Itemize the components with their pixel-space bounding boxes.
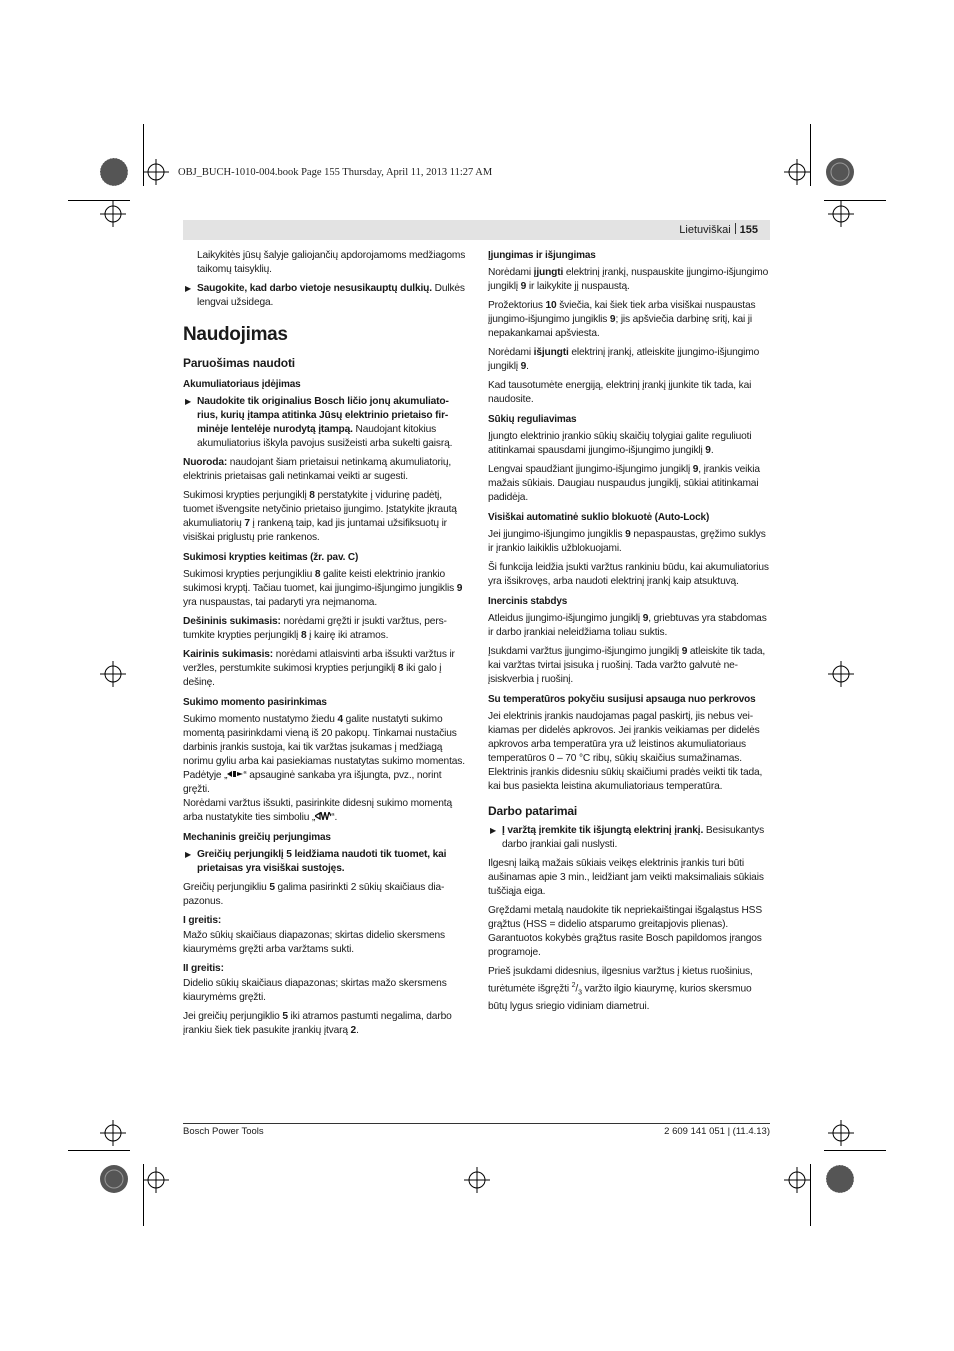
- text: , įrankis veikia mažais sūkiais. Daugiau nuspaudus jungiklį, sūkiai atitinkamai padidėja.: [488, 464, 760, 503]
- part-number: 9: [681, 646, 688, 657]
- subheading: Sūkių reguliavimas: [488, 414, 577, 425]
- bullet-arrow-icon: ▶: [185, 284, 192, 293]
- text: norėdami gręžti ir įsukti varžtus, perstumkite krypties perjungiklį: [183, 616, 447, 641]
- part-number: 8: [314, 569, 321, 580]
- paragraph: [488, 965, 771, 1014]
- bold-text: Saugokite, kad darbo vietoje nesusikauptų dulkių.: [197, 283, 432, 294]
- section-heading: Naudojimas: [183, 324, 288, 345]
- text: šviečia, kai šiek tiek arba visiškai nuspaustas įjungimo-išjungimo jungiklis: [488, 300, 756, 325]
- page-number: 155: [739, 224, 758, 236]
- paragraph: [183, 615, 466, 643]
- text: norėdami atlaisvinti arba išsukti varžtus ir veržles, perstumkite sukimosi krypties perjungiklį: [183, 649, 455, 674]
- crosshair-icon: [828, 661, 854, 687]
- paragraph: Gręždami metalą naudokite tik nepriekaištingai išgaląstus HSS grąžtus (HSS = didelio atsparumo greitapjovis plienas). Garantuotos kokybės grąžtus rasite Bosch papildomos įrangos programoje.: [488, 905, 762, 958]
- text: Prožektorius: [488, 300, 546, 311]
- drill-symbol-icon: [227, 770, 243, 778]
- text: Greičių perjungikliu: [183, 882, 270, 893]
- paragraph: [488, 528, 771, 556]
- text: “.: [331, 812, 338, 823]
- paragraph: Ši funkcija leidžia įsukti varžtus rankiniu būdu, kai akumuliatorius yra išsikrovęs, arba naudoti elektrinį įrankį kaip atsuktuvą.: [488, 562, 769, 587]
- paragraph: [183, 456, 466, 484]
- text: iki atramos pastumti negalima, darbo įrankiu šiek tiek pasukite įrankių įtvarą: [183, 1011, 452, 1036]
- paragraph: Ilgesnį laiką mažais sūkiais veikęs elektrinis įrankis turi būti aušinamas apie 3 min., leidžiant jam veikti maksimaliais sūkiais tuščiąja eiga.: [488, 858, 764, 897]
- gear-label: [183, 914, 466, 928]
- crosshair-icon: [143, 1167, 169, 1193]
- paragraph: [488, 266, 771, 294]
- part-number: 8: [300, 630, 307, 641]
- bullet-item: [488, 824, 771, 852]
- subheading: Su temperatūros pokyčiu susijusi apsauga nuo perkrovos: [488, 694, 756, 705]
- subheading: Akumuliatoriaus įdėjimas: [183, 379, 301, 390]
- text: į rankeną taip, kad jis juntamai užsifiksuotų ir visiškai priglustų prie rankenos.: [183, 518, 447, 543]
- text: Dulkės lengvai užsidega.: [197, 283, 465, 308]
- paragraph: [183, 648, 466, 690]
- paragraph: [183, 797, 466, 825]
- footer-left: Bosch Power Tools: [183, 1126, 264, 1137]
- part-number: 9: [705, 445, 711, 456]
- crosshair-icon: [100, 661, 126, 687]
- label: Dešininis sukimasis:: [183, 616, 281, 627]
- paragraph: [488, 346, 771, 374]
- left-column: [183, 249, 466, 1043]
- bold-text: įjungti: [533, 267, 564, 278]
- bullet-item: [183, 282, 466, 310]
- text: yra nuspaustas, tai padaryti yra neįmanoma.: [183, 597, 378, 608]
- text: perstatykite į vidurinę padėtį, tuomet išvengsite netyčinio prietaiso įjungimo. Įstatykite įkrautą akumuliatorių: [183, 490, 457, 529]
- paragraph: Laikykitės jūsų šalyje galiojančių apdorojamoms medžiagoms taikomų taisyklių.: [197, 250, 466, 275]
- text: Prieš įsukdami didesnius, ilgesnius varžtus į kietus ruošinius, turėtumėte išgręžti: [488, 966, 753, 995]
- part-number: 7: [244, 518, 250, 529]
- label: Nuoroda:: [183, 457, 228, 468]
- text: ; jis apšviečia darbinę sritį, kai ji nepakankamai apšviesta.: [488, 314, 753, 339]
- text: Norėdami: [488, 347, 534, 358]
- part-number: 2: [350, 1025, 357, 1036]
- text: .: [710, 445, 714, 456]
- registration-mark-icon: [824, 1163, 856, 1195]
- crop-mark: [810, 1164, 811, 1226]
- fraction-slash: /: [575, 983, 579, 995]
- text: .: [356, 1025, 359, 1036]
- paragraph: [183, 1010, 466, 1038]
- footer-rule: [183, 1123, 770, 1124]
- label: I greitis:: [183, 915, 222, 926]
- paragraph: Jei elektrinis įrankis naudojamas pagal paskirtį, jis nebus veikiamas per didelės apkrovos. Jei įrankis veikiamas per didelės apkrovos arba temperatūra yra už leistinos akumuliatoriaus temperatūros 0 – 70 °C ribų, sūkių skaičius sumažinamas. Elektrinis įrankis didesniu sūkių skaičiumi pradės veikti tik tada, kai bus pasiekta leistina akumuliatoriaus temperatūra.: [488, 711, 763, 792]
- part-number: 9: [520, 281, 527, 292]
- label: Kairinis sukimasis:: [183, 649, 274, 660]
- text: “ apsauginė sankaba yra išjungta, pvz., norint gręžti.: [183, 770, 442, 795]
- text: Jei greičių perjungiklio: [183, 1011, 283, 1022]
- header-text: [679, 223, 758, 236]
- bullet-arrow-icon: ▶: [185, 850, 192, 859]
- crosshair-icon: [464, 1167, 490, 1193]
- subheading: Inercinis stabdys: [488, 596, 568, 607]
- paragraph: [488, 463, 771, 505]
- part-number: 8: [309, 490, 315, 501]
- bold-text: Naudokite tik originalius Bosch ličio jonų akumuliatorius, kurių įtampa atitinka Jūsų elektrinio prietaiso firminėje lentelėje nurodytą įtampą.: [197, 396, 449, 435]
- paragraph: [488, 430, 771, 458]
- part-number: 8: [397, 663, 404, 674]
- bold-text: Greičių perjungiklį 5 leidžiama naudoti tik tuomet, kai prietaisas yra visiškai sustojęs.: [197, 849, 447, 874]
- text: elektrinį įrankį, atleiskite įjungimo-išjungimo jungiklį: [488, 347, 760, 372]
- bold-text: išjungti: [533, 347, 569, 358]
- text: elektrinį įrankį, nuspauskite įjungimo-išjungimo jungiklį: [488, 267, 769, 292]
- text: nepaspaustas, gręžimo suklys ir įrankio laikiklis užblokuojami.: [488, 529, 766, 554]
- paragraph: [488, 299, 771, 341]
- paragraph: Mažo sūkių skaičiaus diapazonas; skirtas didelio skersmens kiaurymėms gręžti arba varžtams sukti.: [183, 930, 445, 955]
- crop-mark: [810, 124, 811, 186]
- bullet-item: [183, 395, 466, 451]
- text: Atleidus įjungimo-išjungimo jungiklį: [488, 613, 643, 624]
- right-column: [488, 249, 771, 1019]
- text: Jei įjungimo-išjungimo jungiklis: [488, 529, 626, 540]
- paragraph: [183, 713, 466, 797]
- part-number: 9: [625, 529, 631, 540]
- crosshair-icon: [784, 159, 810, 185]
- paragraph: [183, 489, 466, 545]
- text: varžto ilgio kiaurymę, kurios skersmuo būtų lygus sriegio vidiniam diametrui.: [488, 983, 752, 1013]
- text: galima pasirinkti 2 sūkių skaičiaus diapazonus.: [183, 882, 445, 907]
- screw-symbol-icon: [315, 812, 331, 820]
- part-number: 5: [269, 882, 275, 893]
- paragraph: Kad tausotumėte energiją, elektrinį įrankį įjunkite tik tada, kai naudosite.: [488, 380, 752, 405]
- paragraph: [488, 645, 771, 687]
- registration-mark-icon: [98, 156, 130, 188]
- part-number: 10: [545, 300, 557, 311]
- paragraph: Didelio sūkių skaičiaus diapazonas; skirtas mažo skersmens kiaurymėms gręžti.: [183, 978, 447, 1003]
- text: Sukimosi krypties perjungiklį: [183, 490, 310, 501]
- text: Įjungto elektrinio įrankio sūkių skaičių tolygiai galite reguliuoti atitinkamai spausdami įjungimo-išjungimo jungiklį: [488, 431, 752, 456]
- fraction-numerator: 2: [571, 982, 576, 989]
- crop-mark: [824, 1150, 886, 1151]
- bullet-arrow-icon: ▶: [185, 397, 192, 406]
- text: į kairę iki atramos.: [306, 630, 389, 641]
- text: Naudojant kitokius akumuliatorius iškyla pavojus susižeisti arba sukelti gaisrą.: [197, 424, 453, 449]
- crop-mark: [68, 1150, 130, 1151]
- bold-text: Į varžtą įremkite tik išjungtą elektrinį įrankį.: [502, 825, 704, 836]
- paragraph: [183, 568, 466, 610]
- part-number: 5: [282, 1011, 288, 1022]
- registration-mark-icon: [824, 156, 856, 188]
- part-number: 9: [692, 464, 699, 475]
- crosshair-icon: [828, 1120, 854, 1146]
- crosshair-icon: [784, 1167, 810, 1193]
- crosshair-icon: [828, 201, 854, 227]
- text: galite keisti elektrinio įrankio sukimosi kryptį. Tačiau tuomet, kai įjungimo-išjungimo jungiklis: [183, 569, 457, 594]
- fraction-denominator: 3: [578, 989, 582, 997]
- text: .: [526, 361, 529, 372]
- part-number: 9: [520, 361, 527, 372]
- print-slug: OBJ_BUCH-1010-004.book Page 155 Thursday, April 11, 2013 11:27 AM: [178, 167, 493, 178]
- subsection-heading: Paruošimas naudoti: [183, 356, 295, 370]
- subsection-heading: Darbo patarimai: [488, 804, 578, 818]
- running-header: [183, 220, 770, 240]
- text: atleiskite tik tada, kai varžtas tvirtai įsisuka į ruošinį. Tada varžto galvutė neįsiskverbia į ruošinį.: [488, 646, 766, 685]
- registration-mark-icon: [98, 1163, 130, 1195]
- crosshair-icon: [100, 201, 126, 227]
- text: ir laikykite jį nuspaustą.: [526, 281, 630, 292]
- bullet-item: [183, 848, 466, 876]
- footer-right: 2 609 141 051 | (11.4.13): [664, 1126, 770, 1137]
- text: iki galo į dešinę.: [183, 663, 442, 688]
- text: Norėdami varžtus išsukti, pasirinkite didesnį sukimo momentą arba nustatykite ties simboliu „: [183, 798, 452, 823]
- subheading: Sukimo momento pasirinkimas: [183, 697, 327, 708]
- subheading: Sukimosi krypties keitimas (žr. pav. C): [183, 552, 359, 563]
- text: , griebtuvas yra stabdomas ir darbo įrankiai neleidžiama toliau suktis.: [488, 613, 767, 638]
- text: galite nustatyti sukimo momentą pasirinkdami vieną iš 20 pakopų. Tinkamai nustačius darbinis įrankis sustoja, kai tik varžtas įsukamas į medžiagą norimu gyliu arba kai pasiekiamas nustatytas sukimo momentas. Padėtyje „: [183, 714, 465, 781]
- subheading: Mechaninis greičių perjungimas: [183, 832, 331, 843]
- header-language: Lietuviškai: [679, 224, 731, 236]
- crosshair-icon: [100, 1120, 126, 1146]
- subheading: Įjungimas ir išjungimas: [488, 250, 596, 261]
- text: Sukimo momento nustatymo žiedu: [183, 714, 338, 725]
- bullet-arrow-icon: ▶: [490, 826, 497, 835]
- text: Įsukdami varžtus įjungimo-išjungimo jungiklį: [488, 646, 682, 657]
- text: Besisukantys darbo įrankiai gali nuslysti.: [502, 825, 765, 850]
- paragraph: [183, 881, 466, 909]
- text: Norėdami: [488, 267, 534, 278]
- part-number: 9: [609, 314, 616, 325]
- crosshair-icon: [143, 159, 169, 185]
- subheading: Visiškai automatinė suklio blokuotė (Auto-Lock): [488, 512, 710, 523]
- paragraph: [488, 612, 771, 640]
- label: II greitis:: [183, 963, 224, 974]
- gear-label: [183, 962, 466, 976]
- part-number: 9: [456, 583, 463, 594]
- part-number: 9: [642, 613, 649, 624]
- text: Lengvai spaudžiant įjungimo-išjungimo jungiklį: [488, 464, 693, 475]
- header-separator: [735, 223, 736, 234]
- part-number: 4: [337, 714, 343, 725]
- text: naudojant šiam prietaisui netinkamą akumuliatorių, elektrinis prietaisas gali netinkamai veikti ar sugesti.: [183, 457, 452, 482]
- text: Sukimosi krypties perjungikliu: [183, 569, 315, 580]
